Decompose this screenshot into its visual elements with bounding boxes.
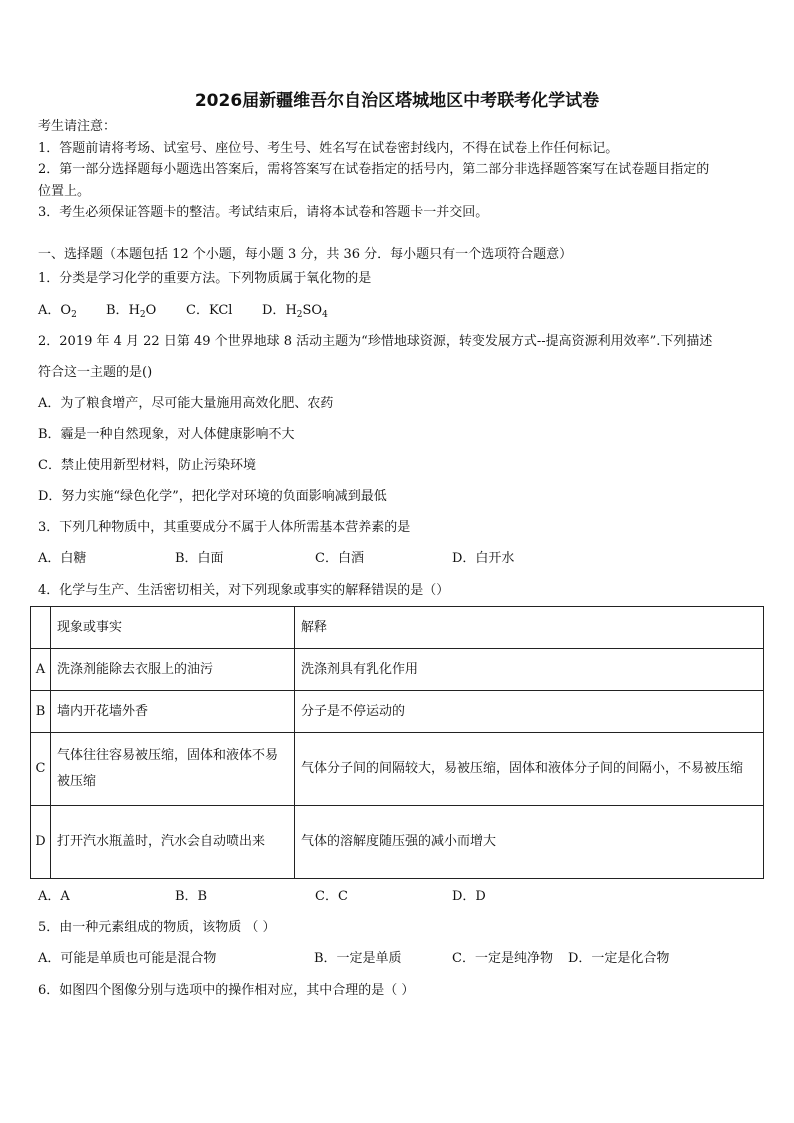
- row-phenomenon: 洗涤剂能除去衣服上的油污: [51, 649, 295, 691]
- table-row: [31, 649, 764, 691]
- row-letter: B: [31, 691, 51, 733]
- table-header-row: [31, 607, 764, 649]
- q1-option-c-label: C．: [186, 303, 209, 318]
- q3-option-b: B．白面: [175, 551, 224, 566]
- row-explanation: 分子是不停运动的: [295, 691, 764, 733]
- q1-option-d-sub: 2: [296, 310, 303, 320]
- q4-table: [30, 606, 764, 879]
- row-explanation: 气体的溶解度随压强的减小而增大: [295, 806, 764, 879]
- table-row: [31, 806, 764, 879]
- q1-option-b: [106, 302, 156, 320]
- q1-option-d-sub2: 4: [322, 310, 328, 320]
- q1-option-a-sub: 2: [71, 310, 77, 320]
- q5-option-d: D．一定是化合物: [568, 951, 670, 966]
- q4-stem: 4．化学与生产、生活密切相关，对下列现象或事实的解释错误的是（）: [38, 583, 450, 598]
- q1-option-a: [38, 302, 77, 320]
- row-explanation: 洗涤剂具有乳化作用: [295, 649, 764, 691]
- q1-option-b-sub: 2: [139, 310, 146, 320]
- q5-stem: 5．由一种元素组成的物质，该物质 （ ）: [38, 920, 276, 935]
- notice-item-1: 1．答题前请将考场、试室号、座位号、考生号、姓名写在试卷密封线内，不得在试卷上作任何标记。: [38, 141, 619, 156]
- q5-option-a: A．可能是单质也可能是混合物: [38, 951, 217, 966]
- row-phenomenon: 气体往往容易被压缩，固体和液体不易被压缩: [51, 733, 295, 806]
- q2-stem: 2．2019 年 4 月 22 日第 49 个世界地球 8 活动主题为“珍惜地球资源，转变发展方式-‐提高资源利用效率”.下列描述: [38, 334, 713, 349]
- notice-item-3: 3．考生必须保证答题卡的整洁。考试结束后，请将本试卷和答题卡一并交回。: [38, 205, 489, 220]
- q1-option-d-label: D．: [262, 303, 286, 318]
- q1-option-d-formula: H: [285, 303, 297, 318]
- q2-option-c: C．禁止使用新型材料，防止污染环境: [38, 458, 256, 473]
- q5-option-b: B．一定是单质: [314, 951, 402, 966]
- q2-option-a: A．为了粮食增产，尽可能大量施用高效化肥、农药: [38, 396, 334, 411]
- table-row: [31, 691, 764, 733]
- q1-option-b-formula: H: [128, 303, 140, 318]
- row-phenomenon: 打开汽水瓶盖时，汽水会自动喷出来: [51, 806, 295, 879]
- row-letter: A: [31, 649, 51, 691]
- q3-option-c: C．白酒: [315, 551, 364, 566]
- q2-stem-cont: 符合这一主题的是(): [38, 365, 153, 380]
- q6-stem: 6．如图四个图像分别与选项中的操作相对应，其中合理的是（ ）: [38, 983, 415, 998]
- q3-stem: 3．下列几种物质中，其重要成分不属于人体所需基本营养素的是: [38, 520, 411, 535]
- q1-stem: 1．分类是学习化学的重要方法。下列物质属于氧化物的是: [38, 271, 372, 286]
- table-header-cell: 现象或事实: [51, 607, 295, 649]
- row-phenomenon: 墙内开花墙外香: [51, 691, 295, 733]
- q5-option-c: C．一定是纯净物: [452, 951, 553, 966]
- q4-option-a: A．A: [38, 889, 70, 904]
- row-letter: D: [31, 806, 51, 879]
- q1-option-a-label: A．: [38, 303, 61, 318]
- q2-option-d: D．努力实施“绿色化学”，把化学对环境的负面影响减到最低: [38, 489, 387, 504]
- q4-option-c: C．C: [315, 889, 348, 904]
- q3-option-d: D．白开水: [452, 551, 515, 566]
- q4-option-b: B．B: [175, 889, 208, 904]
- q1-option-c-formula: KCl: [208, 303, 233, 318]
- q1-option-c: [186, 302, 232, 320]
- notice-item-2-cont: 位置上。: [38, 184, 91, 199]
- notice-item-2: 2．第一部分选择题每小题选出答案后，需将答案写在试卷指定的括号内，第二部分非选择题答案写在试卷题目指定的: [38, 162, 710, 177]
- table-header-cell: 解释: [295, 607, 764, 649]
- notice-heading: 考生请注意：: [38, 119, 117, 134]
- q1-option-b-tail: O: [145, 303, 157, 318]
- section-heading: 一、选择题（本题包括 12 个小题，每小题 3 分，共 36 分．每小题只有一个选项符合题意）: [38, 247, 573, 262]
- q1-option-d-tail: SO: [302, 303, 323, 318]
- q3-option-a: A．白糖: [38, 551, 87, 566]
- row-letter: C: [31, 733, 51, 806]
- q1-option-a-formula: O: [60, 303, 72, 318]
- q4-option-d: D．D: [452, 889, 486, 904]
- q2-option-b: B．霾是一种自然现象，对人体健康影响不大: [38, 427, 295, 442]
- q1-option-b-label: B．: [106, 303, 129, 318]
- table-header-cell: [31, 607, 51, 649]
- exam-title: 2026届新疆维吾尔自治区塔城地区中考联考化学试卷: [194, 91, 600, 111]
- table-row: [31, 733, 764, 806]
- q1-option-d: [262, 302, 328, 320]
- row-explanation: 气体分子间的间隔较大，易被压缩，固体和液体分子间的间隔小，不易被压缩: [295, 733, 764, 806]
